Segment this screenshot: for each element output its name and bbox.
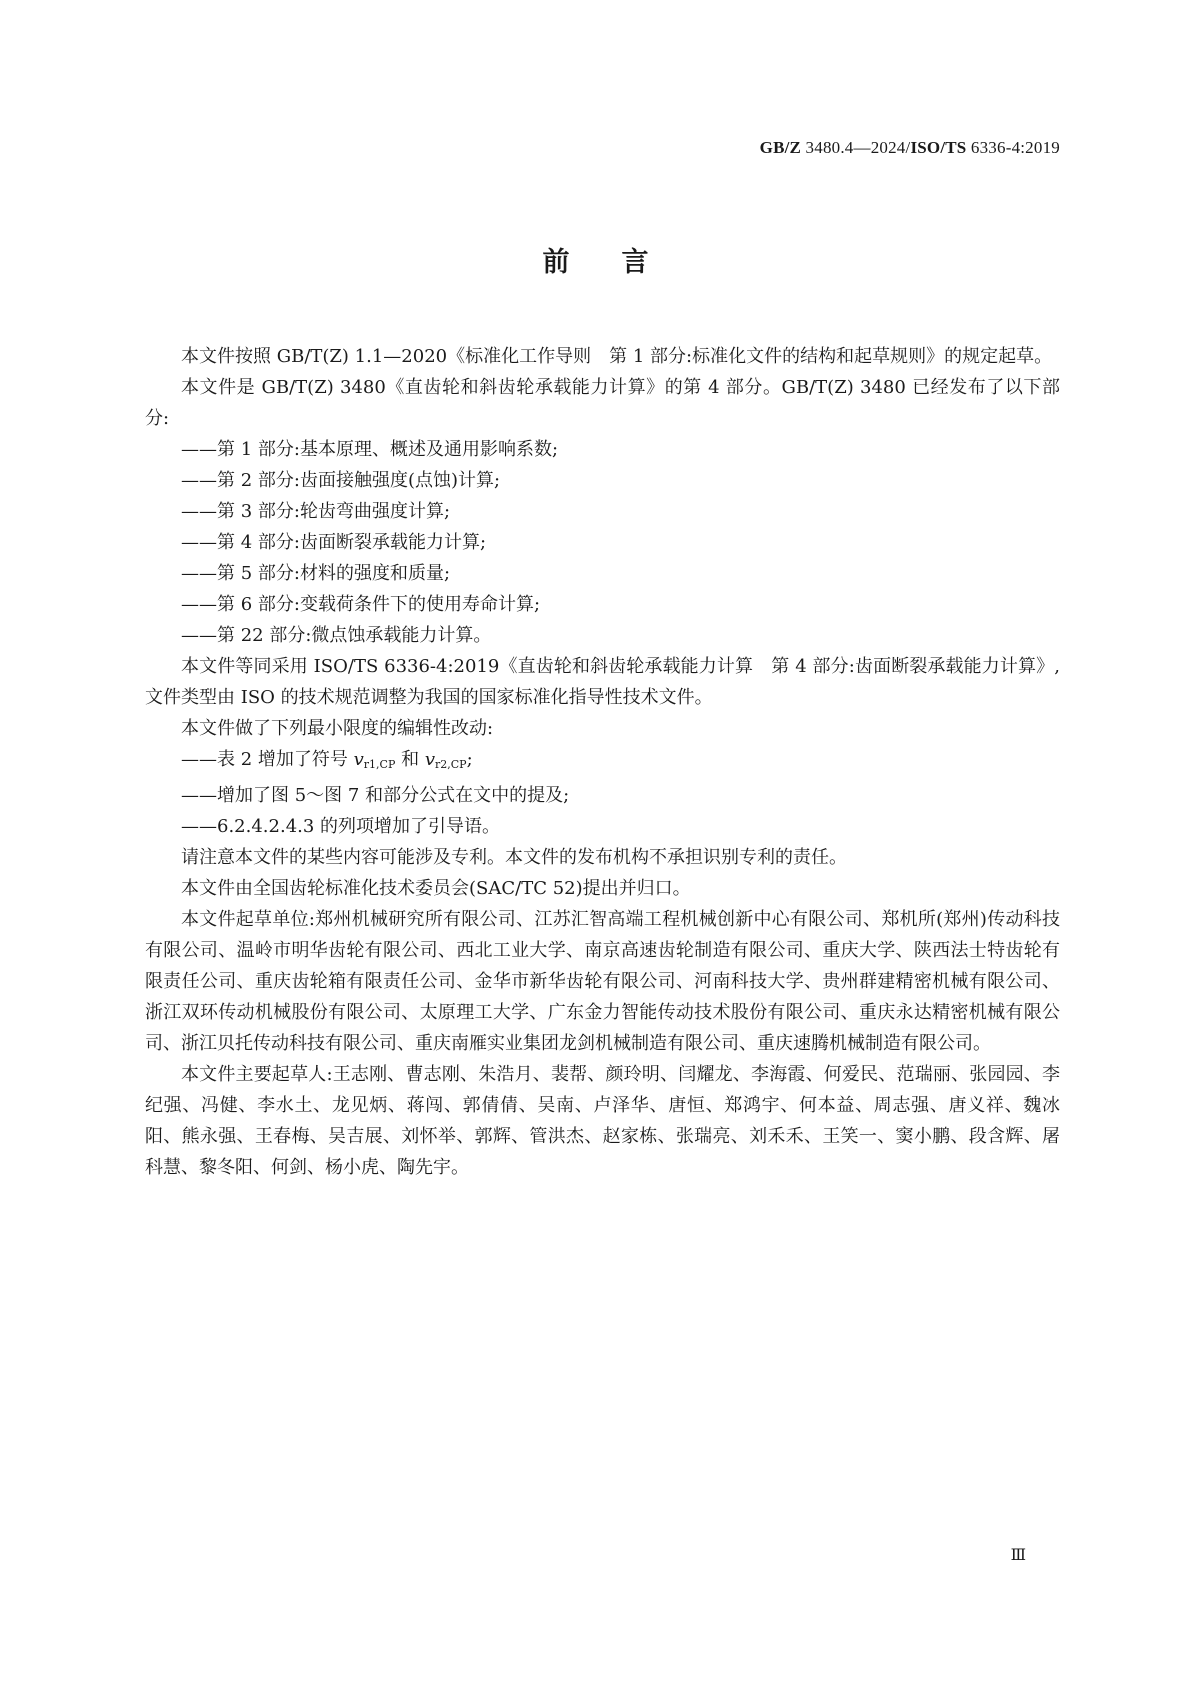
foreword-body (145, 341, 1060, 1183)
gbz-number: 3480.4—2024/ (801, 138, 911, 157)
standard-number-header (760, 138, 1060, 158)
paragraph-changes-intro: 本文件做了下列最小限度的编辑性改动: (181, 718, 494, 739)
page-number: Ⅲ (1010, 1547, 1026, 1564)
change-text: ——表 2 增加了符号 (181, 749, 354, 770)
change-item-symbols (145, 744, 1060, 780)
symbol-v: v (424, 749, 435, 770)
part-list-item: ——第 3 部分:轮齿弯曲强度计算; (181, 501, 451, 522)
paragraph-drafting-units: 本文件起草单位:郑州机械研究所有限公司、江苏汇智高端工程机械创新中心有限公司、郑机所(郑州)传动科技有限公司、温岭市明华齿轮有限公司、西北工业大学、南京高速齿轮制造有限公司、重庆大学、陕西法士特齿轮有限责任公司、重庆齿轮箱有限责任公司、金华市新华齿轮有限公司、河南科技大学、贵州群建精密机械有限公司、浙江双环传动机械股份有限公司、太原理工大学、广东金力智能传动技术股份有限公司、重庆永达精密机械有限公司、浙江贝托传动科技有限公司、重庆南雁实业集团龙剑机械制造有限公司、重庆速腾机械制造有限公司。 (145, 909, 1060, 1054)
symbol-subscript: r2,CP (435, 758, 467, 771)
change-item-list: ——6.2.4.2.4.3 的列项增加了引导语。 (181, 816, 501, 837)
iso-prefix: ISO/TS (910, 138, 967, 157)
paragraph-adoption: 本文件等同采用 ISO/TS 6336-4:2019《直齿轮和斜齿轮承载能力计算 第 4 部分:齿面断裂承载能力计算》,文件类型由 ISO 的技术规范调整为我国的国家标准化指导性技术文件。 (145, 656, 1060, 708)
part-list-item: ——第 6 部分:变载荷条件下的使用寿命计算; (181, 594, 541, 615)
symbol-v: v (353, 749, 364, 770)
symbol-subscript: r1,CP (363, 758, 396, 771)
paragraph-drafters: 本文件主要起草人:王志刚、曹志刚、朱浩月、裴帮、颜玲明、闫耀龙、李海霞、何爱民、范瑞丽、张园园、李纪强、冯健、李水土、龙见炳、蒋闯、郭倩倩、吴南、卢泽华、唐恒、郑鸿宇、何本益、周志强、唐义祥、魏冰阳、熊永强、王春梅、吴吉展、刘怀举、郭辉、管洪杰、赵家栋、张瑞亮、刘禾禾、王笑一、窦小鹏、段含辉、屠科慧、黎冬阳、何剑、杨小虎、陶先宇。 (145, 1064, 1060, 1178)
change-text: 和 (395, 749, 425, 770)
change-text: ; (466, 749, 473, 770)
part-list-item: ——第 4 部分:齿面断裂承载能力计算; (181, 532, 487, 553)
gbz-prefix: GB/Z (759, 138, 802, 157)
part-list-item: ——第 22 部分:微点蚀承载能力计算。 (181, 625, 492, 646)
paragraph-patent-notice: 请注意本文件的某些内容可能涉及专利。本文件的发布机构不承担识别专利的责任。 (181, 847, 847, 868)
change-item-figures: ——增加了图 5～图 7 和部分公式在文中的提及; (181, 785, 570, 806)
paragraph-series-intro: 本文件是 GB/T(Z) 3480《直齿轮和斜齿轮承载能力计算》的第 4 部分。GB/T(Z) 3480 已经发布了以下部分: (145, 377, 1060, 429)
page-title: 前言 (542, 247, 701, 278)
paragraph-drafting-rules: 本文件按照 GB/T(Z) 1.1—2020《标准化工作导则 第 1 部分:标准化文件的结构和起草规则》的规定起草。 (181, 346, 1053, 367)
part-list-item: ——第 2 部分:齿面接触强度(点蚀)计算; (181, 470, 501, 491)
iso-number: 6336-4:2019 (966, 138, 1060, 157)
paragraph-committee: 本文件由全国齿轮标准化技术委员会(SAC/TC 52)提出并归口。 (181, 878, 691, 899)
part-list-item: ——第 1 部分:基本原理、概述及通用影响系数; (181, 439, 559, 460)
part-list-item: ——第 5 部分:材料的强度和质量; (181, 563, 451, 584)
